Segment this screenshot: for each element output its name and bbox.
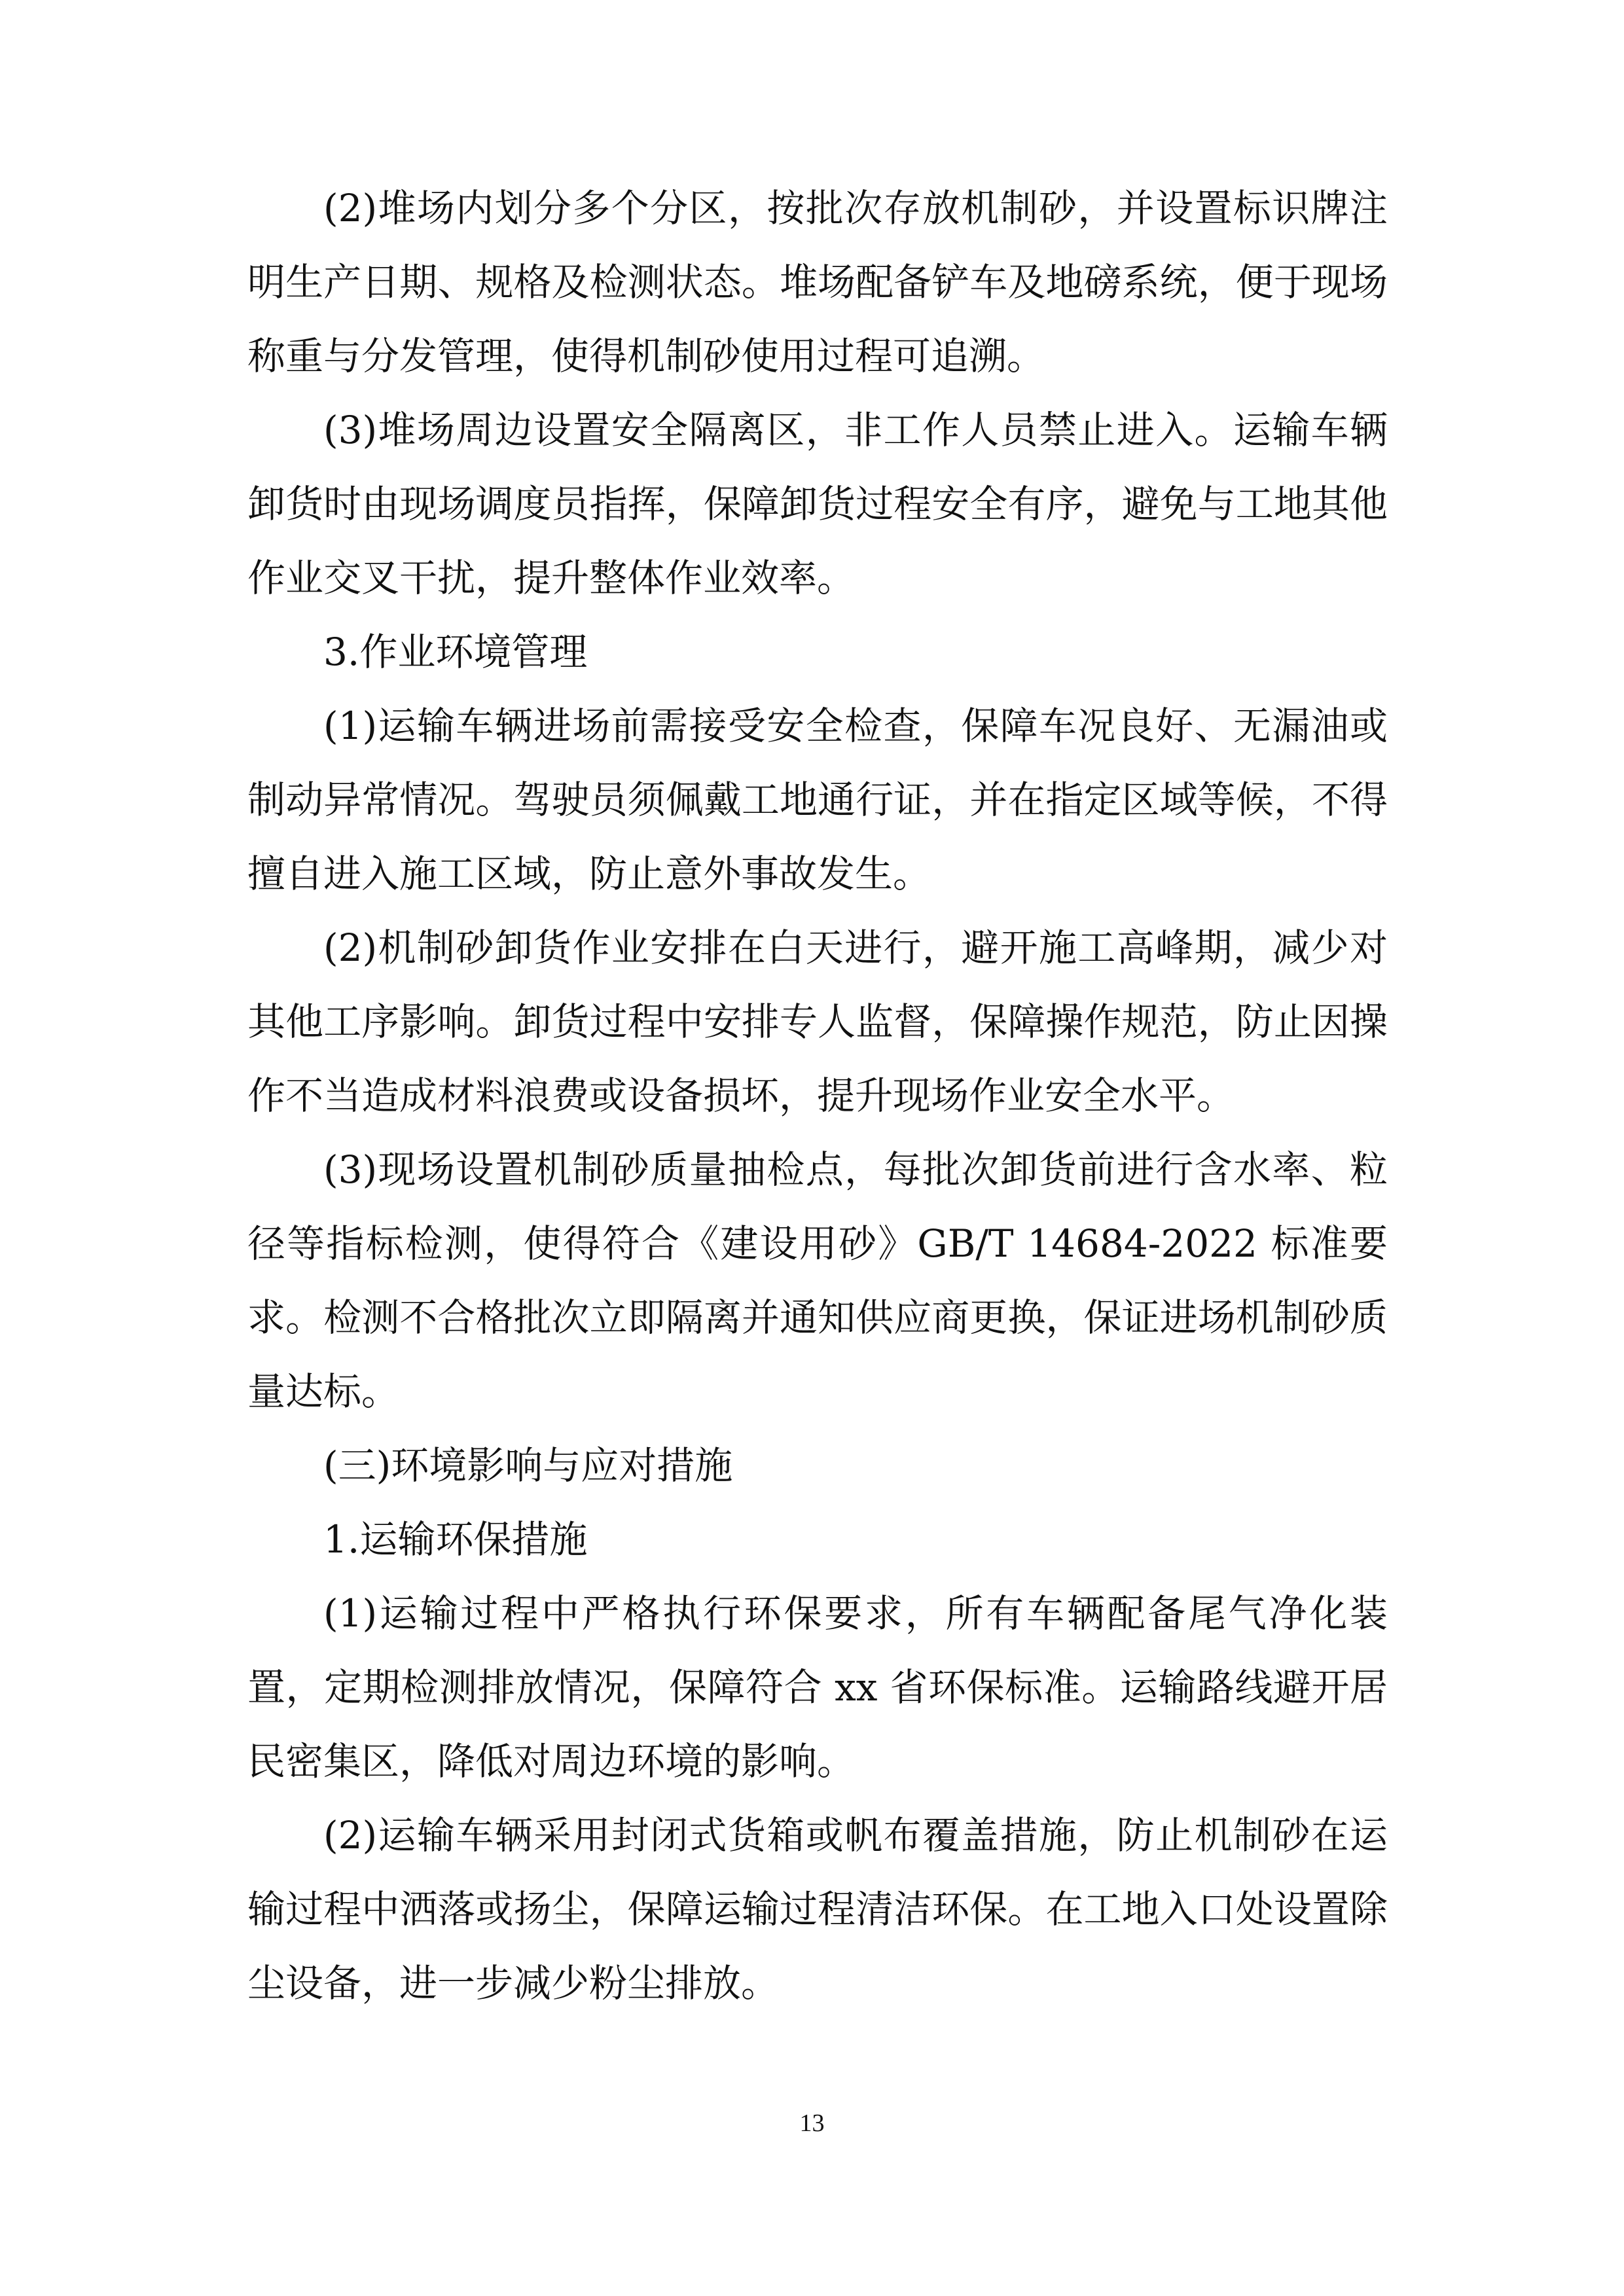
paragraph-quality-sampling: (3)现场设置机制砂质量抽检点，每批次卸货前进行含水率、粒径等指标检测，使得符合《建设用砂》GB/T 14684-2022 标准要求。检测不合格批次立即隔离并通知供应商更换，保证进场机制砂质量达标。 <box>247 1147 1388 1414</box>
paragraph-safety-isolation: (3)堆场周边设置安全隔离区，非工作人员禁止进入。运输车辆卸货时由现场调度员指挥，保障卸货过程安全有序，避免与工地其他作业交叉干扰，提升整体作业效率。 <box>247 408 1388 600</box>
paragraph-storage-zones: (2)堆场内划分多个分区，按批次存放机制砂，并设置标识牌注明生产日期、规格及检测状态。堆场配备铲车及地磅系统，便于现场称重与分发管理，使得机制砂使用过程可追溯。 <box>247 186 1388 378</box>
document-body <box>247 171 1388 2020</box>
paragraph-vehicle-inspection: (1)运输车辆进场前需接受安全检查，保障车况良好、无漏油或制动异常情况。驾驶员须佩戴工地通行证，并在指定区域等候，不得擅自进入施工区域，防止意外事故发生。 <box>247 704 1388 896</box>
section-heading-environmental-impact: (三)环境影响与应对措施 <box>323 1443 733 1488</box>
paragraph-dust-control: (2)运输车辆采用封闭式货箱或帆布覆盖措施，防止机制砂在运输过程中洒落或扬尘，保障运输过程清洁环保。在工地入口处设置除尘设备，进一步减少粉尘排放。 <box>247 1813 1388 2005</box>
section-heading-work-environment: 3.作业环境管理 <box>323 630 588 674</box>
paragraph-emission-control: (1)运输过程中严格执行环保要求，所有车辆配备尾气净化装置，定期检测排放情况，保障符合 xx 省环保标准。运输路线避开居民密集区，降低对周边环境的影响。 <box>247 1591 1388 1784</box>
paragraph-unloading-schedule: (2)机制砂卸货作业安排在白天进行，避开施工高峰期，减少对其他工序影响。卸货过程中安排专人监督，保障操作规范，防止因操作不当造成材料浪费或设备损坏，提升现场作业安全水平。 <box>247 925 1388 1118</box>
page-number: 13 <box>799 2109 825 2137</box>
section-heading-transport-measures: 1.运输环保措施 <box>323 1517 588 1562</box>
